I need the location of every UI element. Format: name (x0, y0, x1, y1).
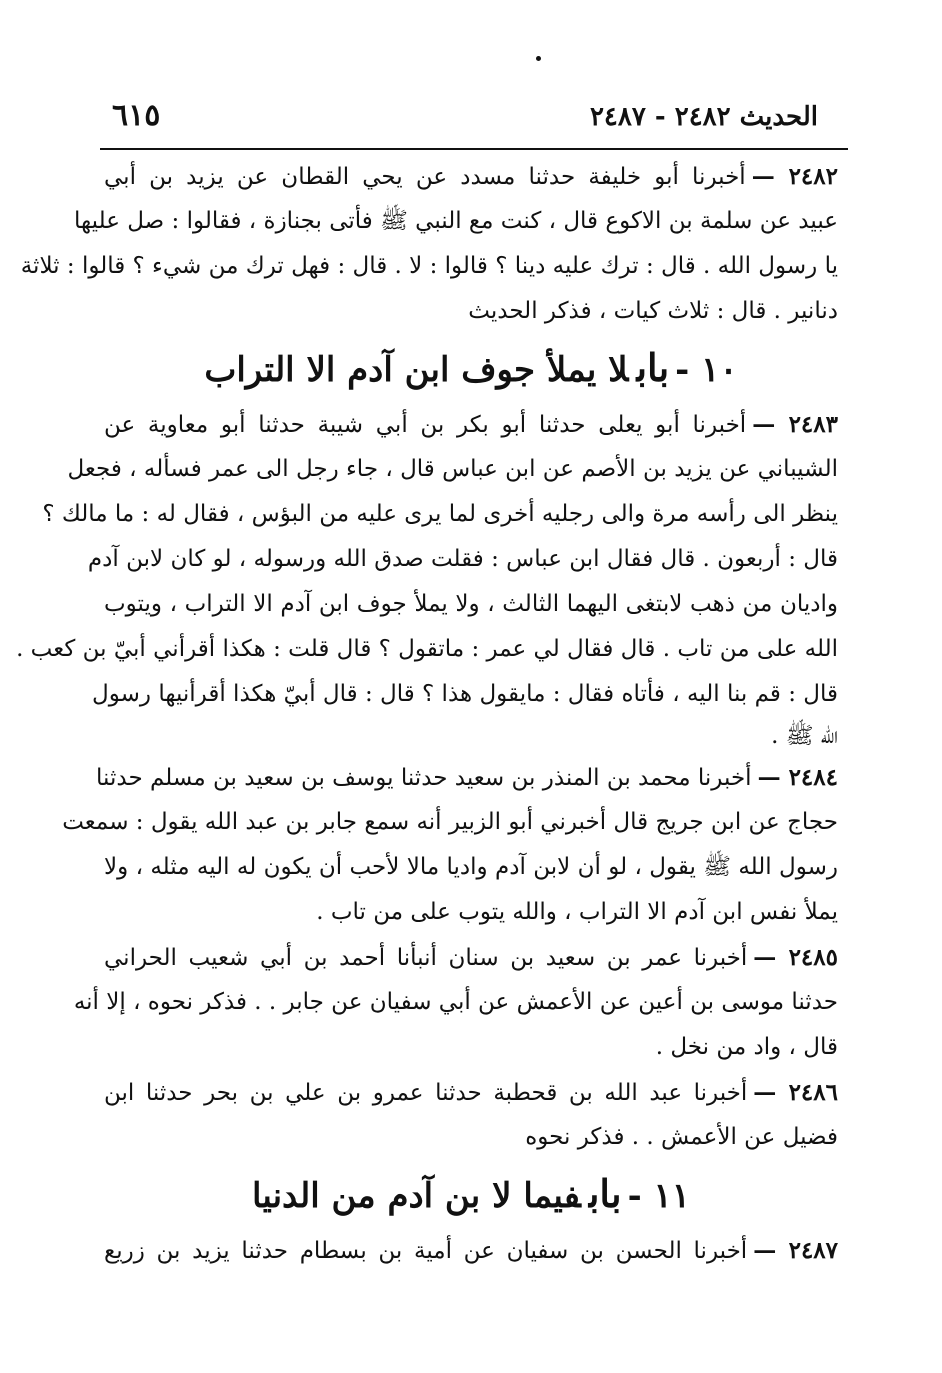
text-line: الله على من تاب . قال فقال لي عمر : ماتقول ؟ قال قلت : هكذا أقرأني أبيّ بن كعب . (16, 636, 838, 662)
chapter-heading-11 (104, 1160, 838, 1228)
text-line: رسول الله ﷺ يقول ، لو أن لابن آدم واديا مالا لأحب أن يكون له اليه مثله ، ولا (104, 854, 838, 880)
hadith-number: ٢٤٨٧ — (753, 1237, 839, 1264)
text-line: يا رسول الله . قال : ترك عليه دينا ؟ قالوا : لا . قال : فهل ترك من شيء ؟ قالوا : ثلاثة (20, 253, 838, 279)
hadith-number: ٢٤٨٣ — (752, 411, 838, 438)
text-line: يملأ نفس ابن آدم الا التراب ، والله يتوب على من تاب . (316, 899, 838, 925)
text-line: عبيد عن سلمة بن الاكوع قال ، كنت مع النبي ﷺ فأتى بجنازة ، فقالوا : صل عليها (74, 208, 838, 234)
page-number: ٦١٥ (112, 98, 161, 133)
chapter-title: لا يملأ جوف ابن آدم الا التراب (204, 350, 629, 390)
line-text: أخبرنا محمد بن المنذر بن سعيد حدثنا يوسف بن سعيد بن مسلم حدثنا (96, 765, 752, 791)
line-text: أخبرنا عمر بن سعيد بن سنان أنبأنا أحمد بن أبي شعيب الحراني (104, 945, 748, 971)
text-line: قال : أربعون . قال فقال ابن عباس : فقلت صدق الله ورسوله ، لو كان لابن آدم (87, 546, 838, 572)
running-head: الحديث ٢٤٨٢ - ٢٤٨٧ (589, 102, 818, 132)
chapter-word: باب (588, 1171, 622, 1216)
text-line: الشيباني عن يزيد بن الأصم عن ابن عباس قال ، جاء رجل الى عمر فسأله ، فجعل (67, 456, 838, 482)
header-rule (100, 148, 848, 150)
line-text: أخبرنا الحسن بن سفيان عن أمية بن بسطام حدثنا يزيد بن زريع (104, 1238, 748, 1264)
hadith-2485 (73, 935, 838, 1070)
text-line: حجاج عن ابن جريج قال أخبرني أبو الزبير أنه سمع جابر بن عبد الله يقول : سمعت (62, 809, 838, 835)
text-line (104, 154, 838, 199)
hadith-number: ٢٤٨٥ — (753, 944, 838, 971)
text-line (96, 755, 838, 800)
chapter-word: باب (636, 345, 670, 390)
hadith-2482 (20, 154, 838, 334)
line-text: أخبرنا أبو خليفة حدثنا مسدد عن يحي القطان عن يزيد بن أبي (104, 164, 746, 190)
chapter-number: ١٠ - (675, 350, 738, 390)
text-line: فضيل عن الأعمش . . فذكر نحوه (525, 1124, 838, 1150)
chapter-number: ١١ - (627, 1176, 691, 1216)
text-line: ينظر الى رأسه مرة والى رجليه أخرى لما يرى عليه من البؤس ، فقال له : ما مالك ؟ (42, 501, 838, 527)
line-text: أخبرنا عبد الله بن قحطبة حدثنا عمرو بن علي بن بحر حدثنا ابن (104, 1080, 748, 1106)
hadith-2484 (62, 755, 838, 935)
chapter-heading-10 (104, 334, 838, 402)
text-line: دنانير . قال : ثلاث كيات ، فذكر الحديث (468, 298, 838, 324)
hadith-number: ٢٤٨٦ — (753, 1079, 838, 1106)
text-line: الله ﷺ . (771, 723, 838, 749)
chapter-title: فيما لا بن آدم من الدنيا (251, 1176, 581, 1216)
text-line: قال ، واد من نخل . (655, 1034, 838, 1060)
page-header (100, 92, 848, 144)
text-line: حدثنا موسى بن أعين عن الأعمش عن أبي سفيان عن جابر . . فذكر نحوه ، إلا أنه (73, 989, 838, 1015)
hadith-number: ٢٤٨٢ — (751, 163, 838, 190)
page-body (16, 154, 839, 1273)
hadith-2483 (16, 402, 838, 755)
text-line (104, 1228, 838, 1273)
text-line (104, 402, 838, 447)
text-line: واديان من ذهب لابتغى اليهما الثالث ، ولا يملأ جوف ابن آدم الا التراب ، ويتوب (104, 591, 838, 617)
page-speck (536, 56, 541, 61)
text-line: قال : قم بنا اليه ، فأتاه فقال : مايقول هذا ؟ قال : قال أبيّ هكذا أقرأنيها رسول (92, 681, 838, 707)
hadith-number: ٢٤٨٤ — (757, 764, 838, 791)
text-line (104, 1070, 838, 1115)
hadith-2486 (104, 1070, 838, 1160)
text-line (104, 935, 838, 980)
hadith-2487 (104, 1228, 838, 1273)
line-text: أخبرنا أبو يعلى حدثنا أبو بكر بن أبي شيبة حدثنا أبو معاوية عن (104, 412, 747, 438)
